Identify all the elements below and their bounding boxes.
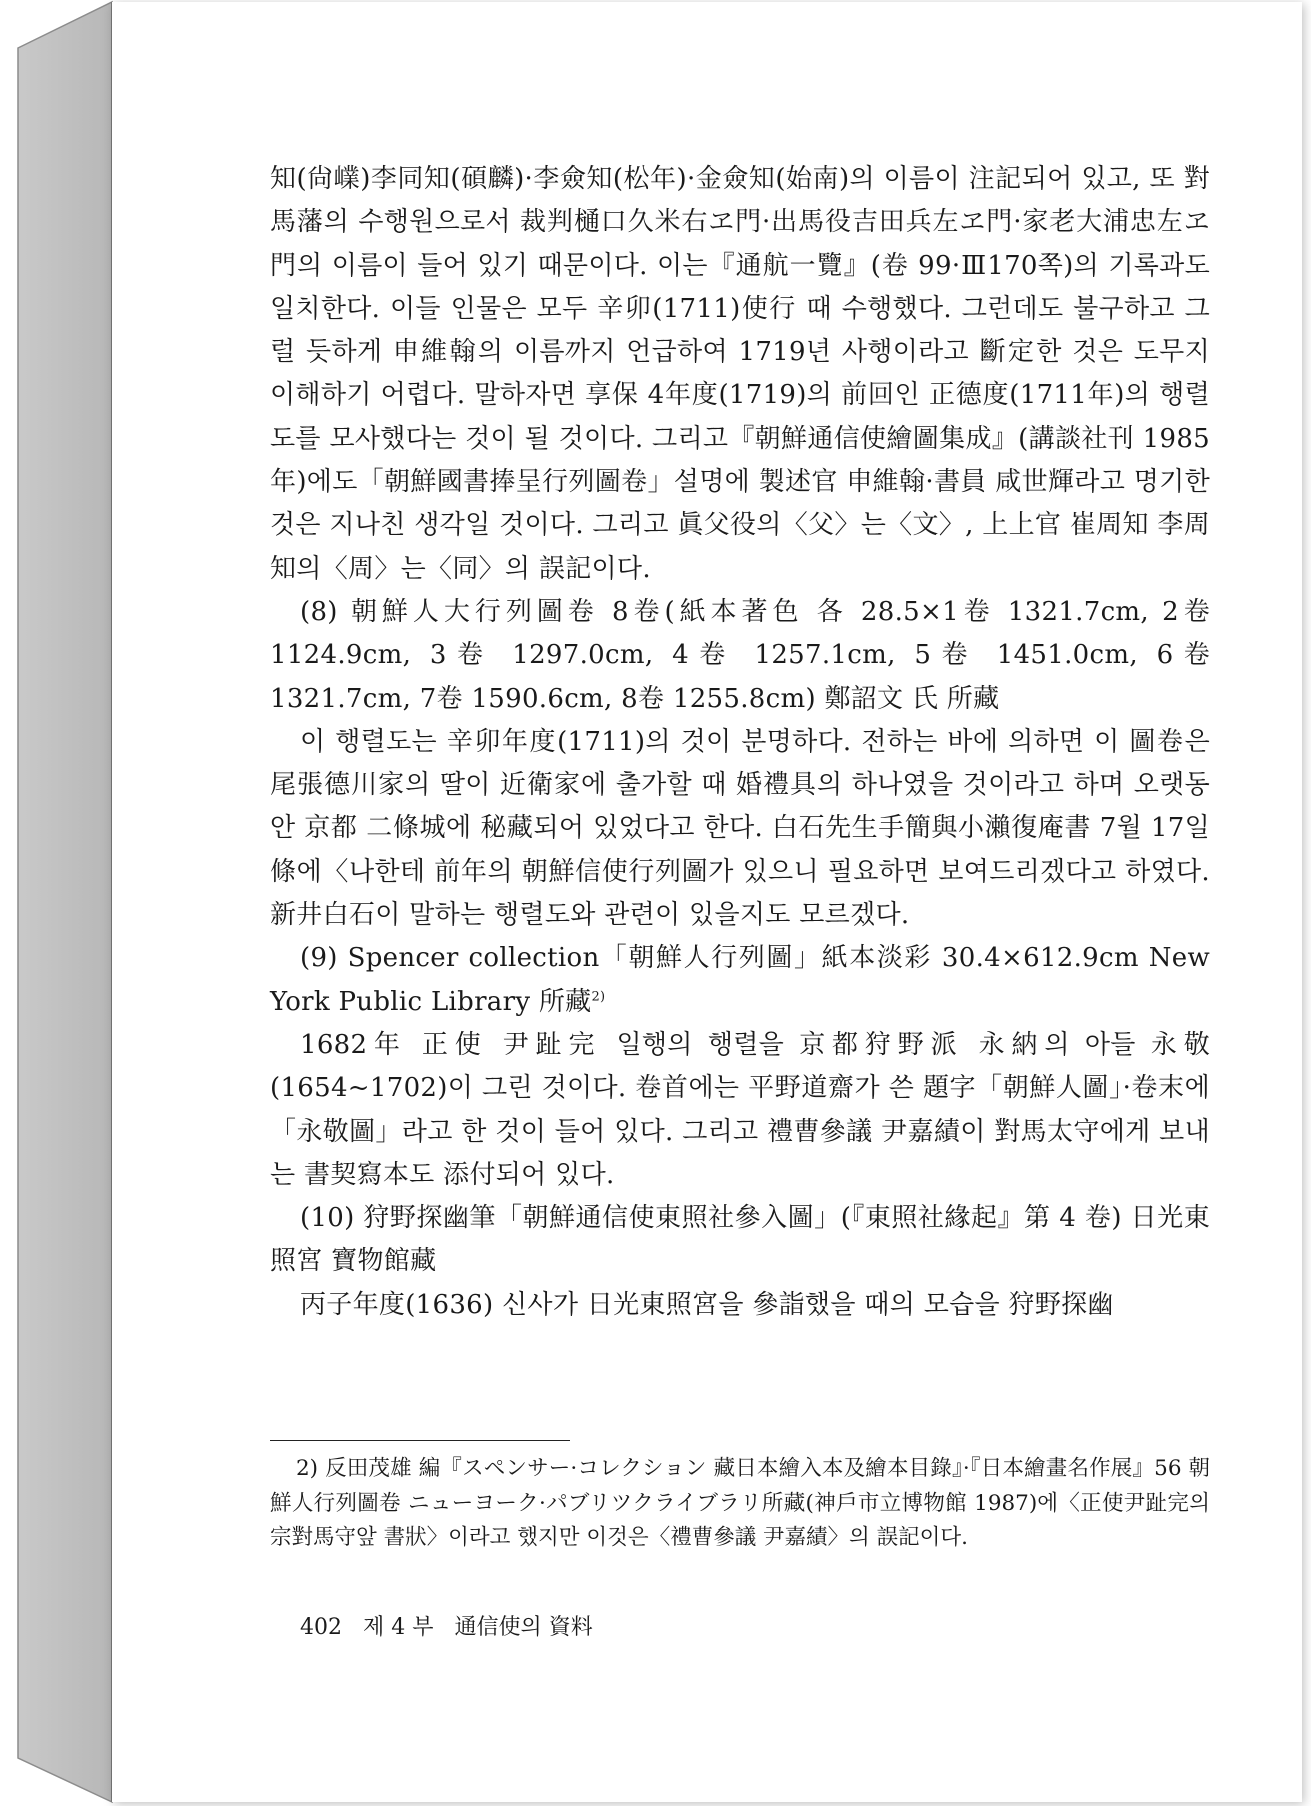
paragraph-entry-8: 이 행렬도는 辛卯年度(1711)의 것이 분명하다. 전하는 바에 의하면 이 圖卷은 尾張德川家의 딸이 近衛家에 출가할 때 婚禮具의 하나였을 것이라고 하며 오랫동안 京都 二條城에 秘藏되어 있었다고 한다. 白石先生手簡與小瀨復庵書 7월 17일 條에〈나한테 前年의 朝鮮信使行列圖가 있으니 필요하면 보여드리겠다고 하였다. 新井白石이 말하는 행렬도와 관련이 있을지도 모르겠다.	[270, 726, 1210, 931]
footnote-rule	[270, 1440, 570, 1441]
entry-heading-9-text: (9) Spencer collection「朝鮮人行列圖」紙本淡彩 30.4×612.9cm New York Public Library 所藏	[270, 943, 1210, 1017]
footnote-ref: 2)	[591, 988, 606, 1004]
entry-heading-9	[270, 937, 1210, 1024]
entry-heading-8: (8) 朝鮮人大行列圖卷 8卷(紙本著色 各 28.5×1卷 1321.7cm, 2卷 1124.9cm, 3卷 1297.0cm, 4卷 1257.1cm, 5卷 1451.0cm, 6卷 1321.7cm, 7卷 1590.6cm, 8卷 1255.8cm) 鄭詔文 氏 所藏	[270, 596, 1210, 714]
entry-heading-10: (10) 狩野探幽筆「朝鮮通信使東照社參入圖」(『東照社緣起』第 4 卷) 日光東照宮 寶物館藏	[270, 1203, 1210, 1277]
paragraph-entry-9: 1682年 正使 尹趾完 일행의 행렬을 京都狩野派 永納의 아들 永敬(1654~1702)이 그린 것이다. 卷首에는 平野道齋가 쓴 題字「朝鮮人圖」·卷末에「永敬圖」라고 한 것이 들어 있다. 그리고 禮曹參議 尹嘉績이 對馬太守에게 보내는 書契寫本도 添付되어 있다.	[270, 1029, 1210, 1190]
page-footer	[300, 1610, 593, 1641]
paragraph-entry-10: 丙子年度(1636) 신사가 日光東照宮을 參詣했을 때의 모습을 狩野探幽	[300, 1289, 1114, 1320]
part-label: 제 4 부	[362, 1615, 434, 1640]
body-text	[270, 158, 1210, 1327]
section-title: 通信使의 資料	[454, 1615, 593, 1640]
paragraph-continuation: 知(尙嶫)李同知(碩麟)·李僉知(松年)·金僉知(始南)의 이름이 注記되어 있고, 또 對馬藩의 수행원으로서 裁判樋口久米右ヱ門·出馬役吉田兵左ヱ門·家老大浦忠左ヱ門의 이름이 들어 있기 때문이다. 이는『通航一覽』(卷 99·Ⅲ170쪽)의 기록과도 일치한다. 이들 인물은 모두 辛卯(1711)使行 때 수행했다. 그런데도 불구하고 그럴 듯하게 申維翰의 이름까지 언급하여 1719년 사행이라고 斷定한 것은 도무지 이해하기 어렵다. 말하자면 享保 4年度(1719)의 前回인 正德度(1711年)의 행렬도를 모사했다는 것이 될 것이다. 그리고『朝鮮通信使繪圖集成』(講談社刊 1985年)에도「朝鮮國書捧呈行列圖卷」설명에 製述官 申維翰·書員 咸世輝라고 명기한 것은 지나친 생각일 것이다. 그리고 眞父役의〈父〉는〈文〉, 上上官 崔周知 李周知의〈周〉는〈同〉의 誤記이다.	[270, 164, 1210, 584]
page-number: 402	[300, 1615, 342, 1640]
footnote: 2) 反田茂雄 編『スペンサー·コレクション 藏日本繪入本及繪本目錄』·『日本繪畫名作展』56 朝鮮人行列圖卷 ニューヨーク·パブリツクライブラリ所藏(神戶市立博物館 1987)에〈正使尹趾完의 宗對馬守앞 書狀〉이라고 했지만 이것은〈禮曹參議 尹嘉績〉의 誤記이다.	[270, 1456, 1210, 1550]
